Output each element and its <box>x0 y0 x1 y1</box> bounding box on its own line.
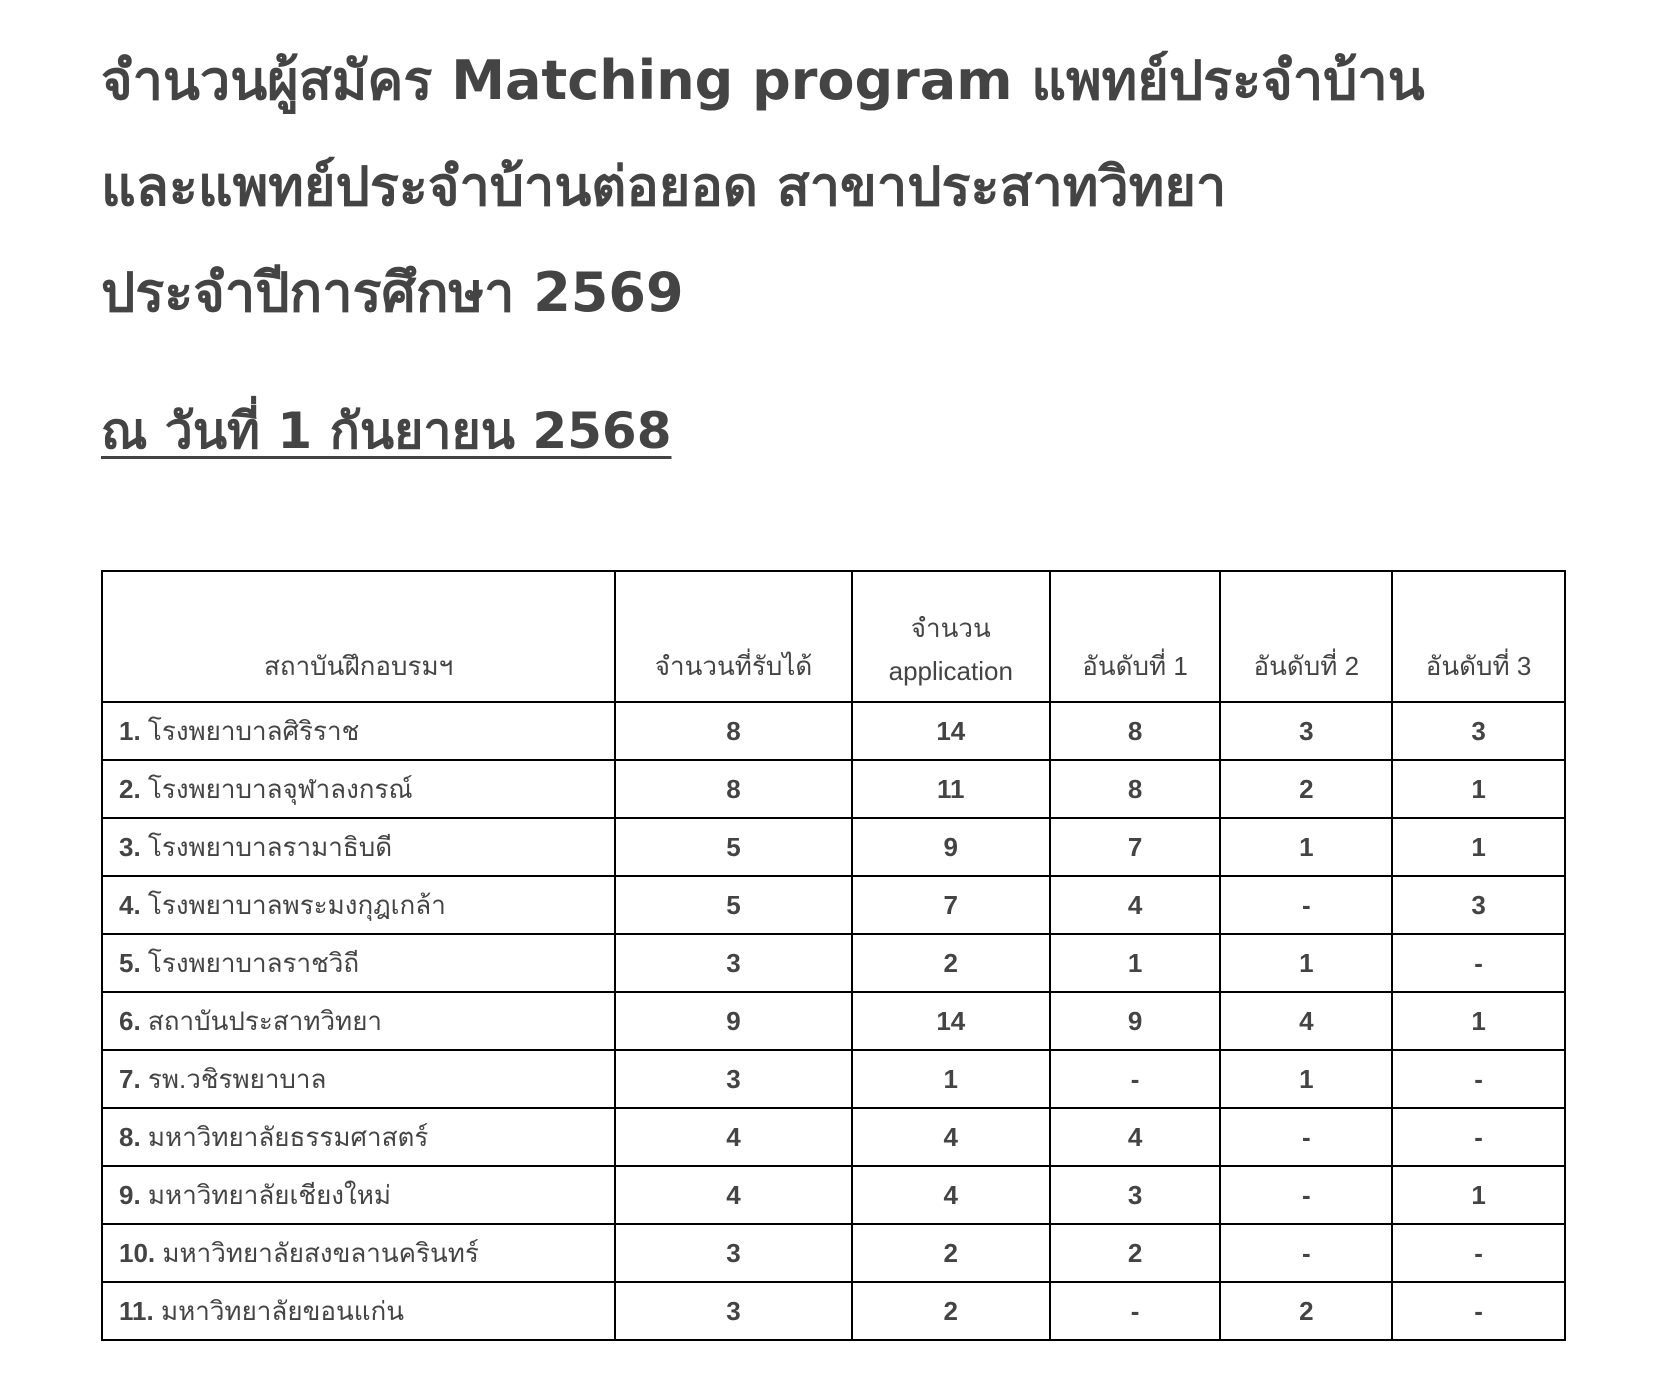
row-number: 6. <box>119 1005 141 1036</box>
capacity-cell: 8 <box>615 760 852 818</box>
header-applications-line2: application <box>888 656 1013 686</box>
capacity-cell: 4 <box>615 1108 852 1166</box>
rank2-cell: 4 <box>1220 992 1392 1050</box>
institution-cell <box>102 1108 615 1166</box>
institution-name: โรงพยาบาลพระมงกุฎเกล้า <box>147 889 446 920</box>
table-row <box>102 1050 1565 1108</box>
institution-name: รพ.วชิรพยาบาล <box>147 1063 327 1094</box>
institution-name: โรงพยาบาลราชวิถี <box>147 947 360 978</box>
applications-cell: 4 <box>852 1108 1050 1166</box>
row-number: 10. <box>119 1237 156 1268</box>
institution-cell <box>102 1166 615 1224</box>
rank1-cell: 7 <box>1050 818 1221 876</box>
institution-name: มหาวิทยาลัยธรรมศาสตร์ <box>147 1121 429 1152</box>
institution-name: โรงพยาบาลรามาธิบดี <box>147 831 393 862</box>
institution-cell <box>102 876 615 934</box>
rank1-cell: 9 <box>1050 992 1221 1050</box>
institution-cell <box>102 1224 615 1282</box>
rank1-cell: 3 <box>1050 1166 1221 1224</box>
applications-cell: 14 <box>852 992 1050 1050</box>
table-row <box>102 760 1565 818</box>
table-row <box>102 934 1565 992</box>
applications-cell: 2 <box>852 1224 1050 1282</box>
institution-name: มหาวิทยาลัยขอนแก่น <box>160 1295 405 1326</box>
capacity-cell: 3 <box>615 934 852 992</box>
institution-name: โรงพยาบาลจุฬาลงกรณ์ <box>147 773 413 804</box>
row-number: 4. <box>119 889 141 920</box>
rank2-cell: - <box>1220 1108 1392 1166</box>
rank3-cell: 1 <box>1392 992 1565 1050</box>
rank3-cell: - <box>1392 1224 1565 1282</box>
applications-cell: 14 <box>852 702 1050 760</box>
institution-cell <box>102 818 615 876</box>
institution-name: สถาบันประสาทวิทยา <box>147 1005 383 1036</box>
rank3-cell: 3 <box>1392 702 1565 760</box>
title-line: ประจำปีการศึกษา 2569 <box>101 261 684 324</box>
institution-cell <box>102 992 615 1050</box>
rank2-cell: - <box>1220 1166 1392 1224</box>
capacity-cell: 3 <box>615 1050 852 1108</box>
applications-cell: 4 <box>852 1166 1050 1224</box>
institution-cell <box>102 1050 615 1108</box>
rank3-cell: 3 <box>1392 876 1565 934</box>
row-number: 9. <box>119 1179 141 1210</box>
rank2-cell: - <box>1220 1224 1392 1282</box>
rank2-cell: - <box>1220 876 1392 934</box>
rank1-cell: 1 <box>1050 934 1221 992</box>
applications-cell: 1 <box>852 1050 1050 1108</box>
institution-cell <box>102 702 615 760</box>
rank2-cell: 1 <box>1220 934 1392 992</box>
rank1-cell: 8 <box>1050 702 1221 760</box>
rank2-cell: 3 <box>1220 702 1392 760</box>
capacity-cell: 4 <box>615 1166 852 1224</box>
table-row <box>102 1166 1565 1224</box>
row-number: 8. <box>119 1121 141 1152</box>
row-number: 7. <box>119 1063 141 1094</box>
header-rank3: อันดับที่ 3 <box>1392 571 1565 702</box>
applications-cell: 11 <box>852 760 1050 818</box>
applications-cell: 9 <box>852 818 1050 876</box>
header-applications <box>852 571 1050 702</box>
title-line: และแพทย์ประจำบ้านต่อยอด สาขาประสาทวิทยา <box>101 155 1227 218</box>
row-number: 11. <box>119 1295 154 1326</box>
table-row <box>102 1224 1565 1282</box>
header-capacity: จำนวนที่รับได้ <box>615 571 852 702</box>
rank3-cell: 1 <box>1392 818 1565 876</box>
rank3-cell: - <box>1392 934 1565 992</box>
rank1-cell: - <box>1050 1050 1221 1108</box>
rank3-cell: 1 <box>1392 1166 1565 1224</box>
institution-cell <box>102 934 615 992</box>
rank1-cell: 2 <box>1050 1224 1221 1282</box>
rank2-cell: 2 <box>1220 1282 1392 1340</box>
header-rank2: อันดับที่ 2 <box>1220 571 1392 702</box>
rank3-cell: 1 <box>1392 760 1565 818</box>
institution-name: โรงพยาบาลศิริราช <box>147 715 360 746</box>
rank3-cell: - <box>1392 1108 1565 1166</box>
rank2-cell: 2 <box>1220 760 1392 818</box>
table-row <box>102 1108 1565 1166</box>
row-number: 1. <box>119 715 141 746</box>
page-title <box>101 28 1621 346</box>
rank2-cell: 1 <box>1220 1050 1392 1108</box>
capacity-cell: 9 <box>615 992 852 1050</box>
rank1-cell: 8 <box>1050 760 1221 818</box>
table-row <box>102 702 1565 760</box>
row-number: 3. <box>119 831 141 862</box>
table-row <box>102 876 1565 934</box>
table-row <box>102 1282 1565 1340</box>
as-of-date: ณ วันที่ 1 กันยายน 2568 <box>101 402 672 460</box>
table-row <box>102 992 1565 1050</box>
capacity-cell: 8 <box>615 702 852 760</box>
rank3-cell: - <box>1392 1282 1565 1340</box>
rank3-cell: - <box>1392 1050 1565 1108</box>
applications-cell: 2 <box>852 1282 1050 1340</box>
row-number: 2. <box>119 773 141 804</box>
capacity-cell: 5 <box>615 876 852 934</box>
rank1-cell: 4 <box>1050 876 1221 934</box>
capacity-cell: 3 <box>615 1282 852 1340</box>
header-applications-line1: จำนวน <box>910 613 991 643</box>
institution-cell <box>102 1282 615 1340</box>
capacity-cell: 3 <box>615 1224 852 1282</box>
rank1-cell: - <box>1050 1282 1221 1340</box>
capacity-cell: 5 <box>615 818 852 876</box>
institution-name: มหาวิทยาลัยสงขลานครินทร์ <box>162 1237 479 1268</box>
institution-cell <box>102 760 615 818</box>
rank2-cell: 1 <box>1220 818 1392 876</box>
title-line: จำนวนผู้สมัคร Matching program แพทย์ประจำบ้าน <box>101 49 1425 112</box>
applicants-table <box>101 570 1566 1341</box>
row-number: 5. <box>119 947 141 978</box>
header-rank1: อันดับที่ 1 <box>1050 571 1221 702</box>
applications-cell: 7 <box>852 876 1050 934</box>
header-institution: สถาบันฝึกอบรมฯ <box>102 571 615 702</box>
rank1-cell: 4 <box>1050 1108 1221 1166</box>
table-row <box>102 818 1565 876</box>
table-header-row <box>102 571 1565 702</box>
applications-cell: 2 <box>852 934 1050 992</box>
institution-name: มหาวิทยาลัยเชียงใหม่ <box>147 1179 391 1210</box>
